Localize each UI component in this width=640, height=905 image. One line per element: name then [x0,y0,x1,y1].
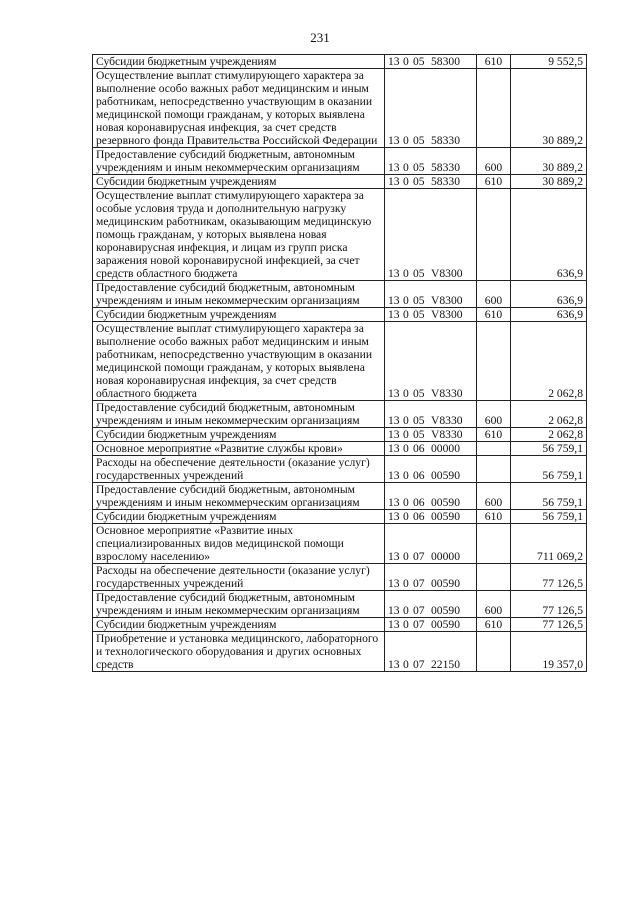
code-segment: 13 [388,134,400,147]
row-name: Основное мероприятие «Развитие иных специализированных видов медицинской помощи взрослому населению» [93,524,385,564]
row-code [385,308,477,322]
table-row [93,428,587,442]
table-row [93,591,587,618]
row-name: Приобретение и установка медицинского, лабораторного и технологического оборудования и других основных средств [93,632,385,672]
row-sum: 77 126,5 [511,564,587,591]
row-expense-type: 600 [477,281,511,308]
code-segment: 0 [403,658,409,671]
row-sum: 9 552,5 [511,55,587,69]
table-row [93,524,587,564]
code-segment: 0 [403,550,409,563]
code-segment: 13 [388,267,400,280]
row-sum: 2 062,8 [511,322,587,401]
table-row [93,189,587,281]
code-segment: 13 [388,510,400,523]
code-segment: 13 [388,55,400,68]
row-name: Субсидии бюджетным учреждениям [93,55,385,69]
code-segment: 0 [403,134,409,147]
row-code [385,69,477,148]
code-segment: 07 [413,658,425,671]
code-segment: 05 [413,134,425,147]
row-sum: 30 889,2 [511,69,587,148]
row-sum: 19 357,0 [511,632,587,672]
code-segment: 13 [388,414,400,427]
row-code [385,483,477,510]
code-segment: 06 [413,442,425,455]
row-code [385,428,477,442]
code-segment: 13 [388,387,400,400]
code-segment: 0 [403,55,409,68]
table-row [93,55,587,69]
code-segment: 13 [388,428,400,441]
code-segment: 13 [388,496,400,509]
table-row [93,322,587,401]
table-row [93,618,587,632]
row-sum: 636,9 [511,281,587,308]
code-segment: 0 [403,428,409,441]
code-segment: 13 [388,577,400,590]
code-segment: 05 [413,428,425,441]
code-segment: 06 [413,510,425,523]
table-row [93,401,587,428]
code-segment: 0 [403,510,409,523]
code-segment: 13 [388,294,400,307]
code-segment: 13 [388,308,400,321]
code-segment: 0 [403,618,409,631]
code-segment: 13 [388,161,400,174]
row-expense-type: 600 [477,401,511,428]
table-row [93,632,587,672]
table-row [93,510,587,524]
row-code [385,524,477,564]
row-expense-type [477,632,511,672]
code-segment: 0 [403,469,409,482]
code-segment: 0 [403,294,409,307]
page-number: 231 [310,30,330,45]
code-segment: 0 [403,604,409,617]
row-expense-type [477,442,511,456]
code-segment: 05 [413,55,425,68]
row-code [385,618,477,632]
code-segment: 07 [413,577,425,590]
code-segment: 13 [388,604,400,617]
row-code [385,564,477,591]
code-segment: 0 [403,308,409,321]
code-segment: 00590 [431,496,460,509]
code-segment: V8330 [431,387,463,400]
row-code [385,175,477,189]
code-segment: 13 [388,469,400,482]
row-name: Предоставление субсидий бюджетным, автономным учреждениям и иным некоммерческим организациям [93,148,385,175]
code-segment: 05 [413,308,425,321]
code-segment: V8300 [431,267,463,280]
table-row [93,175,587,189]
row-name: Расходы на обеспечение деятельности (оказание услуг) государственных учреждений [93,564,385,591]
code-segment: 0 [403,387,409,400]
row-name: Осуществление выплат стимулирующего характера за выполнение особо важных работ медицинским и иным работникам, непосредственно участвующим в оказании медицинской помощи гражданам, у которых выявлена новая коронавирусная инфекция, за счет средств резервного фонда Правительства Российской Федерации [93,69,385,148]
budget-table [92,54,587,672]
code-segment: 00590 [431,618,460,631]
row-name: Предоставление субсидий бюджетным, автономным учреждениям и иным некоммерческим организациям [93,591,385,618]
row-code [385,591,477,618]
row-expense-type: 610 [477,308,511,322]
table-row [93,69,587,148]
row-code [385,148,477,175]
row-sum: 56 759,1 [511,483,587,510]
row-expense-type [477,69,511,148]
row-sum: 30 889,2 [511,175,587,189]
code-segment: 05 [413,175,425,188]
code-segment: V8330 [431,414,463,427]
table-row [93,308,587,322]
row-name: Основное мероприятие «Развитие службы крови» [93,442,385,456]
row-expense-type [477,564,511,591]
row-expense-type [477,524,511,564]
code-segment: 06 [413,496,425,509]
row-expense-type: 600 [477,483,511,510]
row-code [385,632,477,672]
row-expense-type: 600 [477,591,511,618]
row-name: Субсидии бюджетным учреждениям [93,510,385,524]
row-code [385,442,477,456]
table-row [93,564,587,591]
code-segment: 13 [388,658,400,671]
row-name: Субсидии бюджетным учреждениям [93,428,385,442]
row-name: Осуществление выплат стимулирующего характера за особые условия труда и дополнительную нагрузку медицинским работникам, оказывающим медицинскую помощь гражданам, у которых выявлена новая коронавирусная инфекция, и лицам из групп риска заражения новой коронавирусной инфекцией, за счет средств областного бюджета [93,189,385,281]
row-sum: 56 759,1 [511,456,587,483]
code-segment: 00590 [431,604,460,617]
row-expense-type [477,456,511,483]
code-segment: 00590 [431,469,460,482]
row-sum: 2 062,8 [511,428,587,442]
table-row [93,148,587,175]
row-code [385,401,477,428]
code-segment: 0 [403,175,409,188]
row-name: Субсидии бюджетным учреждениям [93,618,385,632]
row-sum: 56 759,1 [511,510,587,524]
code-segment: 0 [403,267,409,280]
code-segment: V8300 [431,308,463,321]
code-segment: 22150 [431,658,460,671]
code-segment: 0 [403,496,409,509]
code-segment: 05 [413,161,425,174]
code-segment: 05 [413,387,425,400]
row-sum: 56 759,1 [511,442,587,456]
row-expense-type: 610 [477,618,511,632]
row-code [385,189,477,281]
row-expense-type: 610 [477,175,511,189]
row-name: Предоставление субсидий бюджетным, автономным учреждениям и иным некоммерческим организациям [93,483,385,510]
code-segment: 58300 [431,55,460,68]
row-code [385,322,477,401]
table-row [93,281,587,308]
code-segment: 13 [388,618,400,631]
row-code [385,510,477,524]
row-expense-type: 610 [477,510,511,524]
row-expense-type: 600 [477,148,511,175]
code-segment: 58330 [431,161,460,174]
table-row [93,456,587,483]
budget-table-body [93,55,587,672]
row-name: Предоставление субсидий бюджетным, автономным учреждениям и иным некоммерческим организациям [93,401,385,428]
row-sum: 636,9 [511,308,587,322]
row-expense-type [477,189,511,281]
code-segment: 58330 [431,134,460,147]
code-segment: 58330 [431,175,460,188]
code-segment: 05 [413,294,425,307]
row-sum: 77 126,5 [511,591,587,618]
code-segment: 00590 [431,510,460,523]
row-name: Предоставление субсидий бюджетным, автономным учреждениям и иным некоммерческим организациям [93,281,385,308]
code-segment: 13 [388,550,400,563]
code-segment: 05 [413,267,425,280]
row-expense-type: 610 [477,428,511,442]
row-sum: 711 069,2 [511,524,587,564]
code-segment: 13 [388,175,400,188]
code-segment: 00000 [431,442,460,455]
row-name: Субсидии бюджетным учреждениям [93,308,385,322]
table-row [93,483,587,510]
code-segment: 07 [413,618,425,631]
code-segment: V8330 [431,428,463,441]
code-segment: 0 [403,414,409,427]
code-segment: 07 [413,550,425,563]
row-expense-type: 610 [477,55,511,69]
row-code [385,281,477,308]
code-segment: 13 [388,442,400,455]
code-segment: 0 [403,161,409,174]
row-name: Осуществление выплат стимулирующего характера за выполнение особо важных работ медицинским и иным работникам, непосредственно участвующим в оказании медицинской помощи гражданам, у которых выявлена новая коронавирусная инфекция, за счет средств областного бюджета [93,322,385,401]
row-sum: 2 062,8 [511,401,587,428]
code-segment: 00590 [431,577,460,590]
row-name: Расходы на обеспечение деятельности (оказание услуг) государственных учреждений [93,456,385,483]
code-segment: 0 [403,577,409,590]
row-sum: 77 126,5 [511,618,587,632]
row-code [385,456,477,483]
row-sum: 636,9 [511,189,587,281]
code-segment: V8300 [431,294,463,307]
row-sum: 30 889,2 [511,148,587,175]
code-segment: 0 [403,442,409,455]
row-name: Субсидии бюджетным учреждениям [93,175,385,189]
code-segment: 07 [413,604,425,617]
code-segment: 00000 [431,550,460,563]
code-segment: 06 [413,469,425,482]
row-code [385,55,477,69]
code-segment: 05 [413,414,425,427]
table-row [93,442,587,456]
row-expense-type [477,322,511,401]
